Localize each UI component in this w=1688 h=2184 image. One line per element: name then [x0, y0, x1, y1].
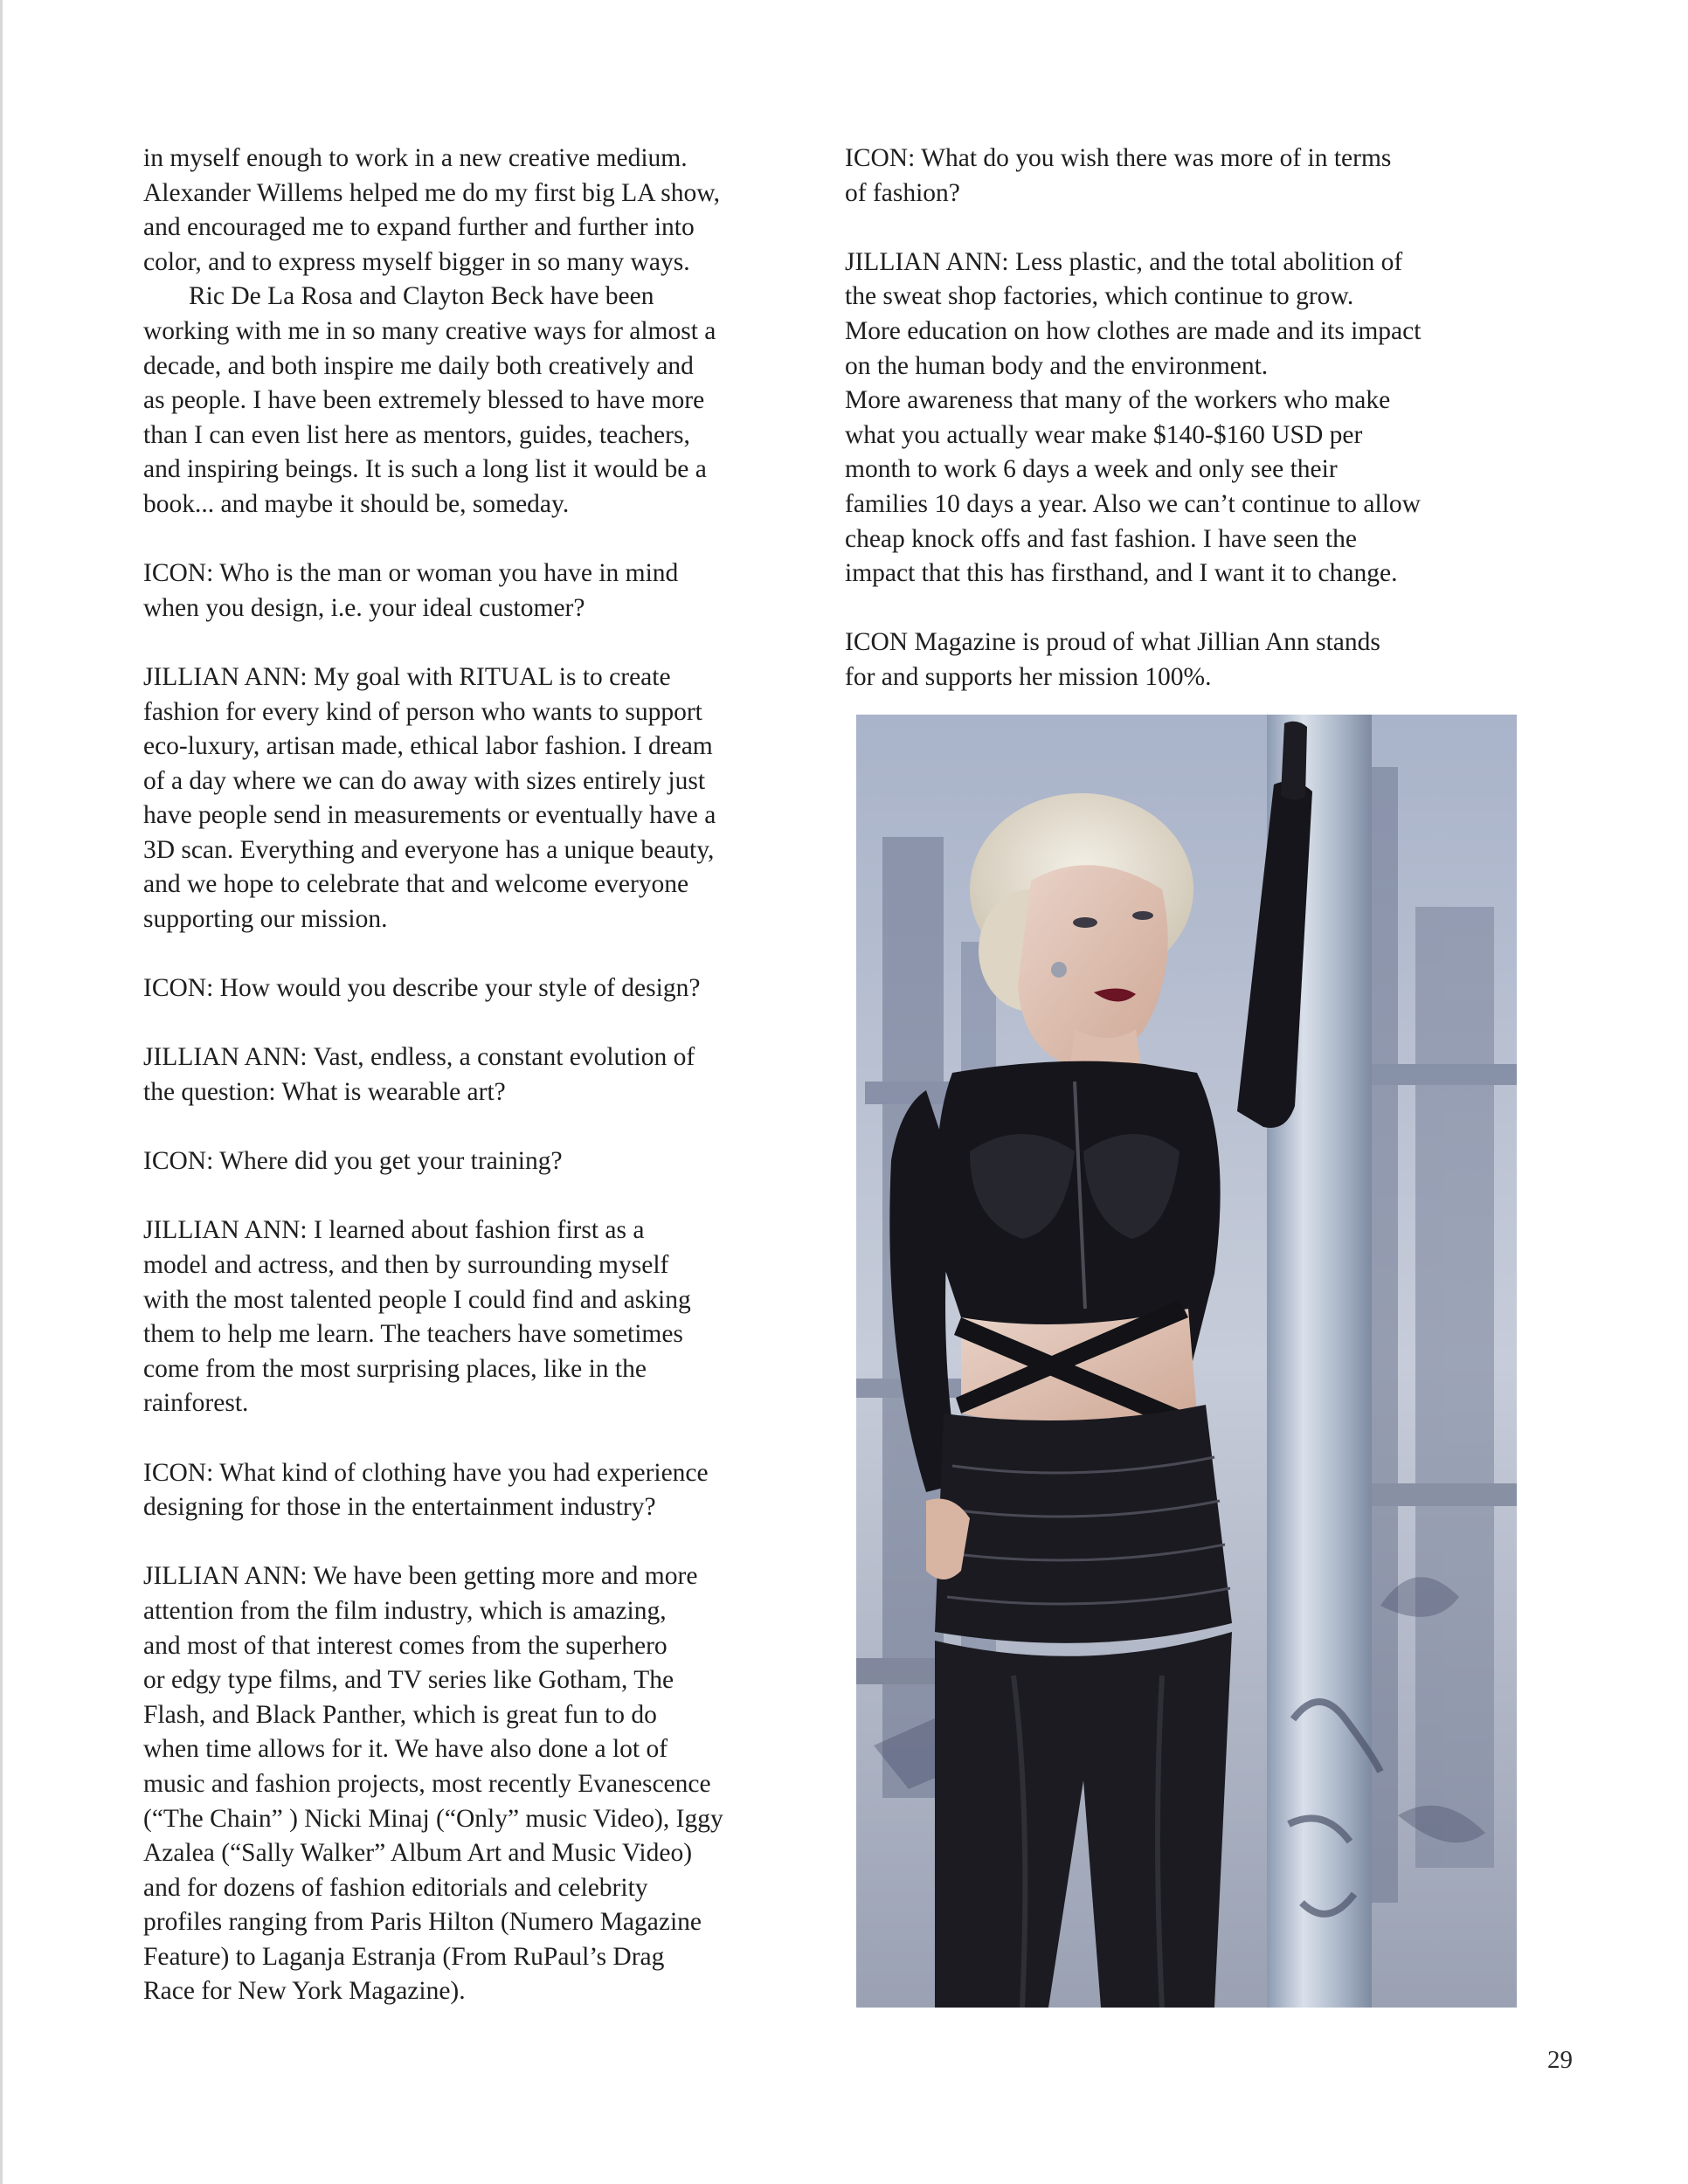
text-line: or edgy type films, and TV series like Gotham, The: [143, 1666, 675, 1695]
text-line: when you design, i.e. your ideal customer?: [143, 593, 585, 622]
text-line: on the human body and the environment.: [845, 351, 1269, 380]
text-line: JILLIAN ANN: My goal with RITUAL is to create: [143, 662, 671, 691]
text-line: for and supports her mission 100%.: [845, 662, 1212, 691]
paragraph-p2: [143, 280, 825, 522]
text-line: of fashion?: [845, 178, 960, 207]
text-line: profiles ranging from Paris Hilton (Numero Magazine: [143, 1908, 702, 1937]
text-line: ICON Magazine is proud of what Jillian Ann stands: [845, 628, 1380, 657]
text-line: and we hope to celebrate that and welcome everyone: [143, 870, 689, 899]
text-line: impact that this has firsthand, and I want it to change.: [845, 559, 1398, 588]
paragraph-a2: [143, 1040, 825, 1109]
paragraph-a4: [143, 1559, 825, 2009]
text-line: More education on how clothes are made and its impact: [845, 316, 1422, 345]
text-line: Flash, and Black Panther, which is great fun to do: [143, 1700, 657, 1729]
model-portrait-illustration: [856, 715, 1517, 2008]
text-line: ICON: Who is the man or woman you have in mind: [143, 559, 679, 588]
text-line: families 10 days a year. Also we can’t continue to allow: [845, 489, 1421, 518]
text-line: JILLIAN ANN: I learned about fashion first as a: [143, 1216, 645, 1245]
paragraph-a1: [143, 660, 825, 937]
text-line: eco-luxury, artisan made, ethical labor fashion. I dream: [143, 732, 713, 761]
text-line: cheap knock offs and fast fashion. I have seen the: [845, 524, 1357, 553]
paragraph-closing: [845, 625, 1526, 695]
text-line: ICON: What do you wish there was more of in terms: [845, 144, 1392, 172]
text-line: Alexander Willems helped me do my first big LA show,: [143, 178, 720, 207]
fashion-photo: [856, 715, 1517, 2008]
text-line: than I can even list here as mentors, guides, teachers,: [143, 420, 690, 449]
text-line: Azalea (“Sally Walker” Album Art and Music Video): [143, 1839, 693, 1868]
text-line: JILLIAN ANN: Vast, endless, a constant evolution of: [143, 1043, 695, 1072]
left-text-column: [143, 142, 825, 2044]
page-number: 29: [1547, 2046, 1573, 2074]
text-line: music and fashion projects, most recently Evanescence: [143, 1769, 711, 1798]
text-line: have people send in measurements or eventually have a: [143, 801, 716, 830]
text-line: book... and maybe it should be, someday.: [143, 489, 570, 518]
text-line: rainforest.: [143, 1389, 249, 1418]
text-line: JILLIAN ANN: Less plastic, and the total abolition of: [845, 247, 1403, 276]
text-line: ICON: What kind of clothing have you had experience: [143, 1458, 709, 1487]
text-line: JILLIAN ANN: We have been getting more and more: [143, 1562, 698, 1591]
text-line: and inspiring beings. It is such a long list it would be a: [143, 455, 707, 484]
page-edge-shadow: [0, 0, 3, 2184]
paragraph-a5: [845, 245, 1526, 591]
paragraph-p1: [143, 142, 825, 280]
text-line: Ric De La Rosa and Clayton Beck have been: [189, 282, 654, 311]
text-line: come from the most surprising places, like in the: [143, 1354, 647, 1383]
text-line: Feature) to Laganja Estranja (From RuPaul’s Drag: [143, 1942, 665, 1971]
text-line: Race for New York Magazine).: [143, 1977, 466, 2006]
text-line: as people. I have been extremely blessed to have more: [143, 386, 705, 415]
text-line: and for dozens of fashion editorials and celebrity: [143, 1873, 648, 1902]
text-line: color, and to express myself bigger in so many ways.: [143, 247, 690, 276]
text-line: and encouraged me to expand further and further into: [143, 213, 695, 242]
text-line: when time allows for it. We have also done a lot of: [143, 1735, 668, 1764]
text-line: designing for those in the entertainment industry?: [143, 1493, 656, 1522]
text-line: decade, and both inspire me daily both creatively and: [143, 351, 694, 380]
text-line: ICON: How would you describe your style of design?: [143, 974, 701, 1003]
text-line: More awareness that many of the workers who make: [845, 386, 1391, 415]
text-line: and most of that interest comes from the superhero: [143, 1631, 668, 1660]
text-line: what you actually wear make $140-$160 USD per: [845, 420, 1363, 449]
text-line: with the most talented people I could find and asking: [143, 1285, 691, 1314]
text-line: fashion for every kind of person who wants to support: [143, 697, 702, 726]
paragraph-q1: [143, 556, 825, 625]
text-line: working with me in so many creative ways for almost a: [143, 316, 716, 345]
text-line: the question: What is wearable art?: [143, 1078, 506, 1107]
text-line: month to work 6 days a week and only see their: [845, 455, 1338, 484]
paragraph-q2: [143, 971, 825, 1006]
text-line: model and actress, and then by surrounding myself: [143, 1251, 669, 1279]
paragraph-q4: [143, 1456, 825, 1525]
right-text-column: [845, 142, 1526, 729]
paragraph-q3: [143, 1144, 825, 1179]
text-line: (“The Chain” ) Nicki Minaj (“Only” music Video), Iggy: [143, 1804, 723, 1833]
text-line: supporting our mission.: [143, 905, 388, 934]
text-line: attention from the film industry, which is amazing,: [143, 1596, 667, 1625]
text-line: the sweat shop factories, which continue to grow.: [845, 282, 1354, 311]
text-line: in myself enough to work in a new creative medium.: [143, 144, 688, 172]
text-line: 3D scan. Everything and everyone has a unique beauty,: [143, 835, 715, 864]
paragraph-a3: [143, 1213, 825, 1421]
text-line: ICON: Where did you get your training?: [143, 1147, 563, 1176]
text-line: of a day where we can do away with sizes entirely just: [143, 766, 706, 795]
paragraph-q5: [845, 142, 1526, 211]
text-line: them to help me learn. The teachers have sometimes: [143, 1320, 683, 1349]
